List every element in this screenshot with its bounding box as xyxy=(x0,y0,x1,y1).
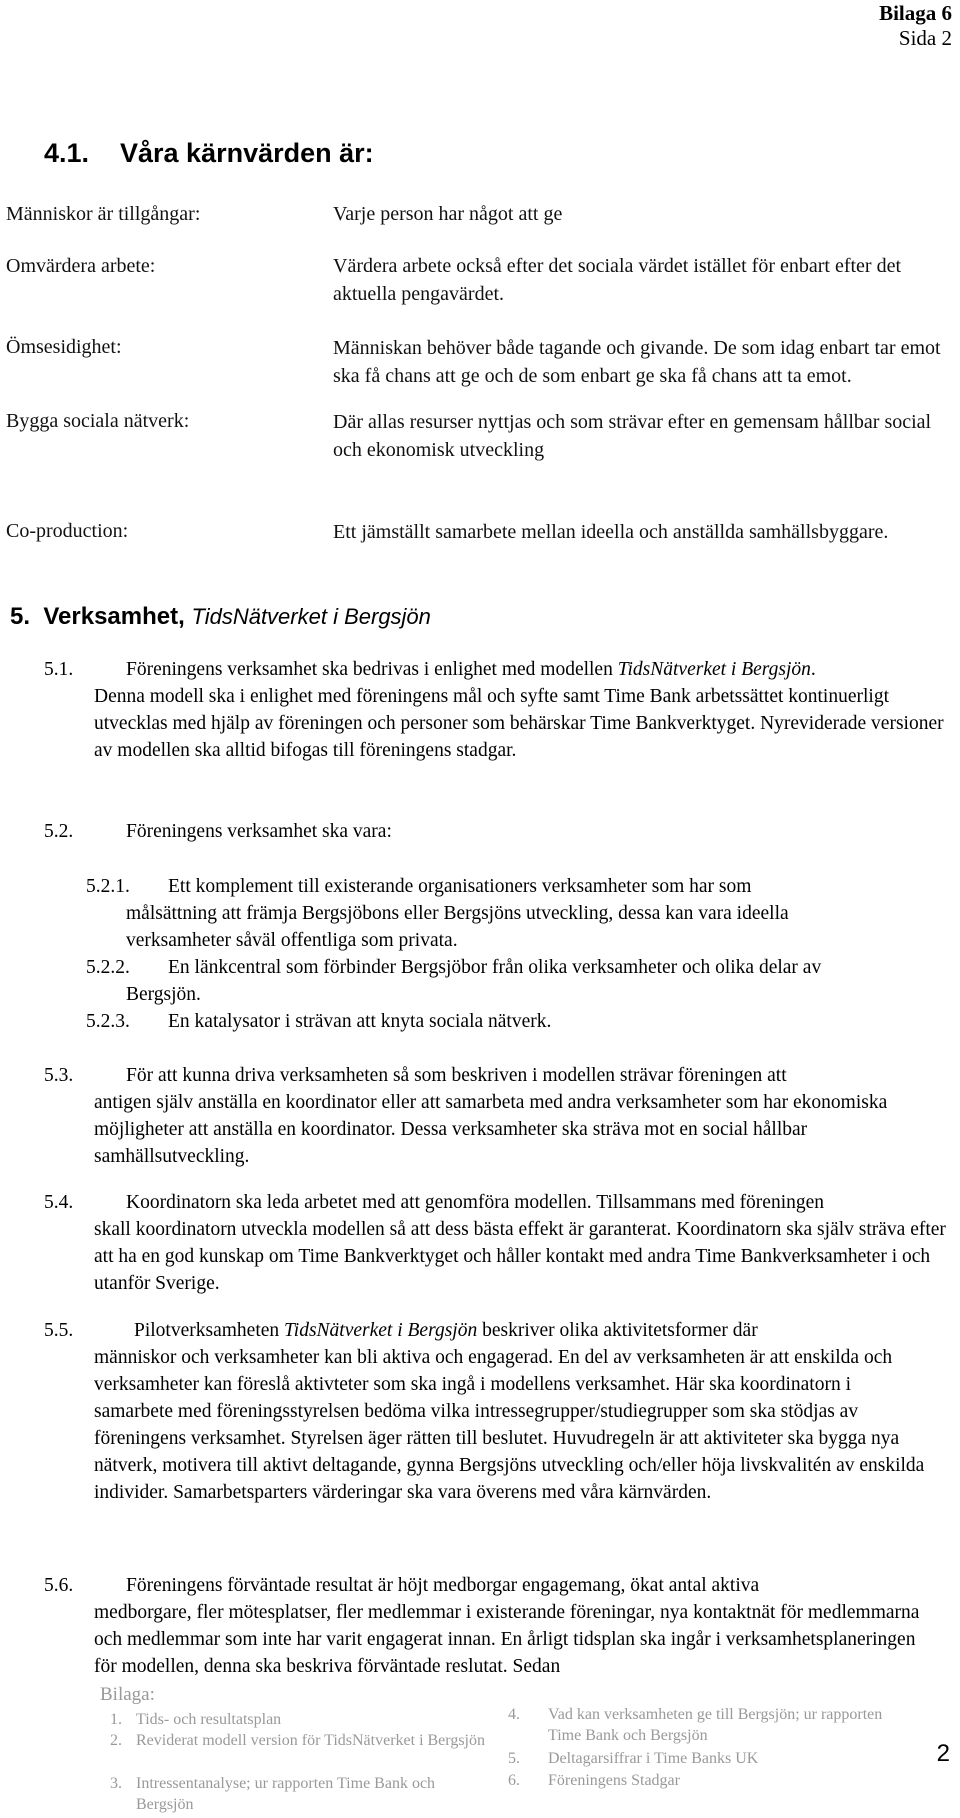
paragraph-first-line: Koordinatorn ska leda arbetet med att genomföra modellen. Tillsammans med föreningen xyxy=(126,1192,825,1213)
paragraph-first-line: En katalysator i strävan att knyta sociala nätverk. xyxy=(168,1011,552,1032)
attachment-number: 6. xyxy=(508,1772,520,1789)
attachment-text: Föreningens Stadgar xyxy=(548,1772,680,1789)
header-bilaga: Bilaga 6 xyxy=(879,1,952,25)
paragraph-body: Bergsjön. xyxy=(126,984,201,1005)
value-label: Ömsesidighet: xyxy=(6,336,122,358)
paragraph-number: 5.2.3. xyxy=(86,1011,130,1032)
attachment-item xyxy=(110,1709,490,1730)
paragraph-number: 5.6. xyxy=(44,1575,74,1596)
attachment-text: Vad kan verksamheten ge till Bergsjön; ur rapporten Time Bank och Bergsjön xyxy=(548,1706,883,1744)
attachment-item xyxy=(110,1730,490,1751)
attachment-item xyxy=(508,1704,908,1746)
paragraph-number: 5.2. xyxy=(44,821,74,842)
value-label: Bygga sociala nätverk: xyxy=(6,410,190,432)
paragraph-body: skall koordinatorn utveckla modellen så att dess bästa effekt är garanterat. Koordinatorn ska själv sträva efter att ha en god kunskap om Time Bankverktyget och håller kontakt med andra Time Bankverksamheter i och utanför Sverige. xyxy=(94,1219,946,1294)
paragraph-first-line xyxy=(126,656,956,683)
section-41-heading xyxy=(44,138,374,169)
paragraph-number: 5.4. xyxy=(44,1192,74,1213)
attachment-item xyxy=(110,1773,490,1815)
paragraph-body: antigen själv anställa en koordinator eller att samarbeta med andra verksamheter som har ekonomiska möjligheter att anställa en koordinator. Dessa verksamheter ska sträva mot en social hållbar samhällsutveckling. xyxy=(94,1092,888,1167)
value-description: Värdera arbete också efter det sociala värdet istället för enbart efter det aktuella pengavärdet. xyxy=(333,255,902,305)
attachment-item xyxy=(508,1770,908,1791)
attachment-text: Intressentanalyse; ur rapporten Time Bank och Bergsjön xyxy=(136,1775,436,1813)
paragraph-text: . xyxy=(810,659,816,680)
attachment-text: Reviderat modell version för TidsNätverket i Bergsjön xyxy=(136,1732,485,1749)
value-description: Ett jämställt samarbete mellan ideella och anställda samhällsbyggare. xyxy=(333,521,889,543)
paragraph-first-line xyxy=(134,1317,758,1344)
page-number: 2 xyxy=(936,1740,950,1767)
paragraph-number: 5.5. xyxy=(44,1320,74,1341)
attachment-number: 4. xyxy=(508,1706,520,1723)
paragraph-number: 5.1. xyxy=(44,659,74,680)
value-description: Människan behöver både tagande och givande. De som idag enbart tar emot ska få chans att ge och de som enbart ge ska få chans att ta emot. xyxy=(333,337,941,387)
value-label: Co-production: xyxy=(6,520,129,542)
attachment-number: 1. xyxy=(110,1711,122,1728)
paragraph-number: 5.2.1. xyxy=(86,876,130,897)
model-name: TidsNätverket i Bergsjön xyxy=(617,659,811,680)
paragraph-number: 5.2.2. xyxy=(86,957,130,978)
attachment-number: 2. xyxy=(110,1732,122,1749)
section-5-number: 5. xyxy=(10,603,31,630)
value-description: Där allas resurser nyttjas och som strävar efter en gemensam hållbar social och ekonomisk utveckling xyxy=(333,411,932,461)
section-41-title: Våra kärnvärden är: xyxy=(120,138,374,168)
value-description: Varje person har något att ge xyxy=(333,203,563,225)
paragraph-first-line: En länkcentral som förbinder Bergsjöbor från olika verksamheter och olika delar av xyxy=(168,957,822,978)
section-5-heading xyxy=(10,603,431,631)
paragraph-number: 5.3. xyxy=(44,1065,74,1086)
model-name: TidsNätverket i Bergsjön xyxy=(284,1320,478,1341)
value-label: Omvärdera arbete: xyxy=(6,255,156,277)
paragraph-text: Pilotverksamheten xyxy=(134,1320,280,1341)
paragraph-body: människor och verksamheter kan bli aktiva och engagerad. En del av verksamheten är att enskilda och verksamheter kan föreslå aktivteter som ska ingå i modellens verksamhet. Här ska koordinatorn i samarbete med föreningsstyrelsen bedöma vilka intressegrupper/studiegrupper som ska stödjas av föreningens verksamhet. Styrelsen äger rätten till beslutet. Huvudregeln är att aktiviteter ska bygga nya nätverk, motivera till aktivt deltagande, gynna Bergsjöns utveckling och/eller höja livskvalitén av enskilda individer. Samarbetsparters värderingar ska vara överens med våra kärnvärden. xyxy=(94,1347,925,1503)
paragraph-body: Denna modell ska i enlighet med föreningens mål och syfte samt Time Bank arbetssättet kontinuerligt utvecklas med hjälp av föreningen och personer som behärskar Time Bankverktyget. Nyreviderade versioner av modellen ska alltid bifogas till föreningens stadgar. xyxy=(94,686,944,761)
section-5-title: Verksamhet, xyxy=(43,603,185,630)
value-label: Människor är tillgångar: xyxy=(6,203,201,225)
paragraph-text: Föreningens verksamhet ska bedrivas i enlighet med modellen xyxy=(126,659,613,680)
paragraph-text: beskriver olika aktivitetsformer där xyxy=(482,1320,758,1341)
attachment-text: Tids- och resultatsplan xyxy=(136,1711,282,1728)
header-page: Sida 2 xyxy=(898,26,952,50)
attachment-item xyxy=(508,1748,908,1769)
attachment-text: Deltagarsiffrar i Time Banks UK xyxy=(548,1750,759,1767)
attachment-number: 5. xyxy=(508,1750,520,1767)
attachments-title: Bilaga: xyxy=(100,1684,155,1705)
paragraph-text: Föreningens verksamhet ska vara: xyxy=(126,821,392,842)
paragraph-first-line: Ett komplement till existerande organisationers verksamheter som har som xyxy=(168,876,752,897)
paragraph-body: målsättning att främja Bergsjöbons eller Bergsjöns utveckling, dessa kan vara ideella verksamheter såväl offentliga som privata. xyxy=(126,903,789,951)
paragraph-body: medborgare, fler mötesplatser, fler medlemmar i existerande föreningar, nya kontaktnät för medlemmarna och medlemmar som inte har varit engagerat innan. En årligt tidsplan ska ingår i verksamhetsplaneringen för modellen, denna ska beskriva förväntade reslutat. Sedan xyxy=(94,1602,920,1677)
section-41-number: 4.1. xyxy=(44,138,90,168)
paragraph-first-line: För att kunna driva verksamheten så som beskriven i modellen strävar föreningen att xyxy=(126,1065,787,1086)
section-5-subtitle: TidsNätverket i Bergsjön xyxy=(191,604,431,629)
paragraph-first-line: Föreningens förväntade resultat är höjt medborgar engagemang, ökat antal aktiva xyxy=(126,1575,760,1596)
attachment-number: 3. xyxy=(110,1775,122,1792)
